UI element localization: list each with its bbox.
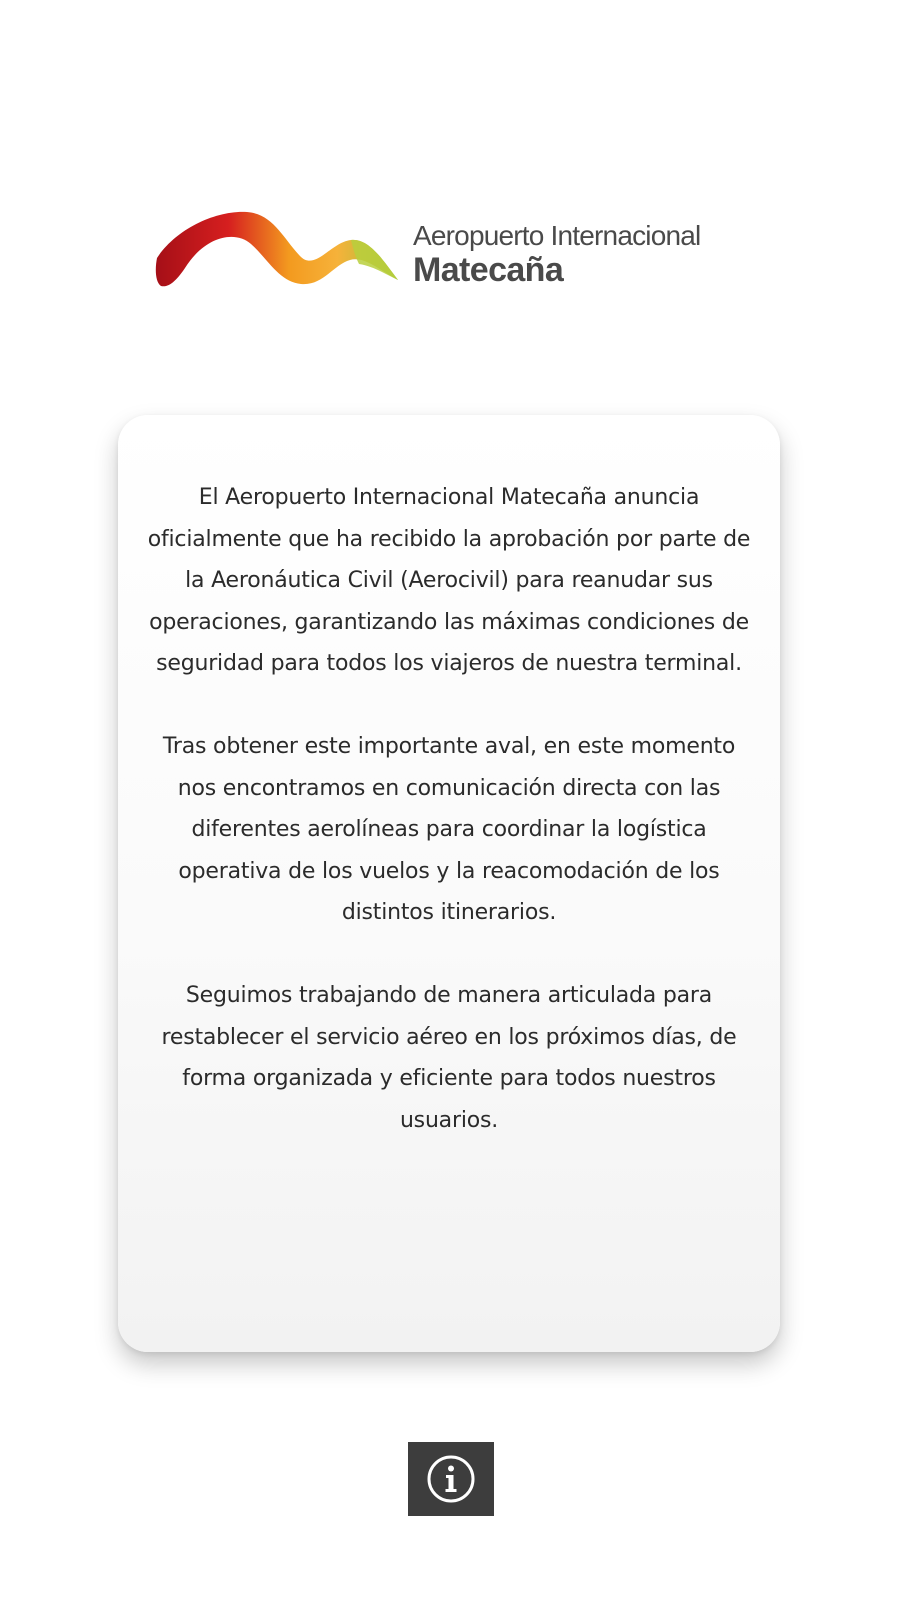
announcement-paragraph-2: Tras obtener este importante aval, en este momento nos encontramos en comunicación directa con las diferentes aerolíneas para coordinar la logística operativa de los vuelos y la reacomodación de los distintos itinerarios. xyxy=(162,734,736,925)
info-circle-icon xyxy=(425,1453,477,1505)
announcement-card xyxy=(118,415,780,1352)
announcement-paragraph-3: Seguimos trabajando de manera articulada para restablecer el servicio aéreo en los próximos días, de forma organizada y eficiente para todos nuestros usuarios. xyxy=(161,983,737,1133)
logo-line-airport-name: Aeropuerto Internacional xyxy=(413,220,701,251)
swoosh-logo-icon xyxy=(155,210,400,300)
announcement-paragraph-1: El Aeropuerto Internacional Matecaña anuncia oficialmente que ha recibido la aprobación por parte de la Aeronáutica Civil (Aerocivil) para reanudar sus operaciones, garantizando las máximas condiciones de seguridad para todos los viajeros de nuestra terminal. xyxy=(147,485,751,676)
airport-logo xyxy=(155,210,755,310)
info-button[interactable] xyxy=(408,1442,494,1516)
logo-line-city-name: Matecaña xyxy=(413,251,564,289)
logo-wordmark xyxy=(413,220,700,288)
